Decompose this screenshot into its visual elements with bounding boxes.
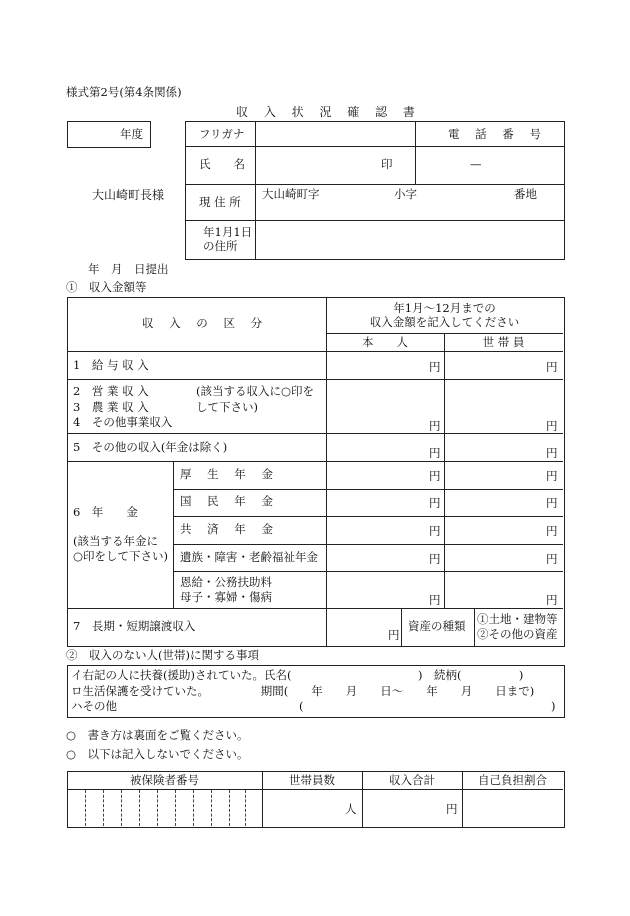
income-table	[67, 297, 565, 647]
row6-note-1: (該当する年金に	[73, 534, 158, 548]
row234-self-yen[interactable]: 円	[429, 419, 441, 433]
no-income-line3[interactable]: ハその他	[71, 699, 117, 713]
col-copay-ratio: 自己負担割合	[478, 773, 547, 787]
page-title: 収 入 状 況 確 認 書	[236, 105, 421, 119]
col-category: 収 入 の 区 分	[142, 316, 269, 330]
addressee: 大山崎町長様	[92, 188, 165, 202]
other-paren-close: )	[551, 699, 556, 713]
row6-label: 6 年 金	[73, 505, 138, 519]
note-instructions: ○ 書き方は裏面をご覧ください。	[66, 728, 249, 742]
phone-dash: —	[470, 157, 482, 171]
pension-2-self-yen[interactable]: 円	[429, 496, 441, 510]
note-do-not-fill: ○ 以下は記入しないでください。	[66, 747, 249, 761]
asset-option-other[interactable]: ②その他の資産	[477, 627, 558, 641]
row234-note-1: (該当する収入に○印を	[196, 384, 315, 398]
asset-option-land[interactable]: ①土地・建物等	[477, 612, 558, 626]
pension-1-label: 厚 生 年 金	[180, 467, 279, 481]
pension-3-label: 共 済 年 金	[180, 522, 279, 536]
pension-1-household-yen[interactable]: 円	[546, 469, 558, 483]
row4-label: 4 その他事業収入	[73, 415, 173, 429]
col-amount-1: 年1月～12月までの	[393, 301, 496, 315]
row7-label: 7 長期・短期譲渡収入	[73, 619, 196, 633]
section1-heading: ① 収入金額等	[66, 280, 147, 294]
col-self: 本 人	[362, 335, 408, 349]
col-household: 世 帯 員	[482, 335, 525, 349]
row1-self-yen[interactable]: 円	[429, 360, 441, 374]
row1-label: 1 給 与 収 入	[73, 358, 149, 372]
year-label: 年度	[120, 127, 143, 141]
row234-household-yen[interactable]: 円	[546, 419, 558, 433]
jan1-address-field[interactable]	[257, 222, 562, 256]
pension-5-household-yen[interactable]: 円	[546, 593, 558, 607]
no-income-line2[interactable]: ロ生活保護を受けていた。 期間( 年 月 日～ 年 月 日まで)	[71, 684, 535, 698]
furigana-label: フリガナ	[199, 127, 245, 141]
copay-ratio-field[interactable]	[463, 790, 562, 825]
jan1-address-label-2: の住所	[203, 239, 238, 253]
insured-number-field[interactable]	[68, 790, 261, 825]
pension-4-label: 遺族・障害・老齢福祉年金	[180, 550, 318, 564]
phone-label: 電 話 番 号	[448, 127, 547, 141]
phone-field[interactable]	[417, 148, 562, 182]
row5-household-yen[interactable]: 円	[546, 446, 558, 460]
members-unit[interactable]: 人	[345, 802, 357, 816]
pension-5b-label: 母子・寡婦・傷病	[180, 590, 272, 604]
col-amount-2: 収入金額を記入してください	[369, 315, 520, 329]
section2-heading: ② 収入のない人(世帯)に関する事項	[66, 648, 259, 662]
jan1-address-label-1: 年1月1日	[203, 225, 253, 239]
row6-note-2: ○印をして下さい)	[73, 549, 169, 563]
col-household-members: 世帯員数	[289, 773, 335, 787]
submit-date: 年 月 日提出	[88, 262, 169, 276]
row2-label: 2 営 業 収 入	[73, 384, 149, 398]
year-box[interactable]	[67, 121, 151, 148]
address-town: 大山崎町字	[262, 187, 320, 201]
row1-household-yen[interactable]: 円	[546, 360, 558, 374]
pension-3-self-yen[interactable]: 円	[429, 524, 441, 538]
pension-4-household-yen[interactable]: 円	[546, 552, 558, 566]
pension-2-household-yen[interactable]: 円	[546, 496, 558, 510]
pension-1-self-yen[interactable]: 円	[429, 469, 441, 483]
pension-2-label: 国 民 年 金	[180, 494, 279, 508]
pension-3-household-yen[interactable]: 円	[546, 524, 558, 538]
row7-self-yen[interactable]: 円	[388, 628, 400, 642]
total-unit[interactable]: 円	[446, 802, 458, 816]
furigana-field[interactable]	[257, 123, 413, 144]
row234-note-2: して下さい)	[196, 400, 258, 414]
seal-mark: 印	[381, 157, 393, 171]
row5-self-yen[interactable]: 円	[429, 446, 441, 460]
row5-label: 5 その他の収入(年金は除く)	[73, 440, 228, 454]
row3-label: 3 農 業 収 入	[73, 400, 149, 414]
pension-5a-label: 恩給・公務扶助料	[180, 575, 272, 589]
pension-5-self-yen[interactable]: 円	[429, 593, 441, 607]
asset-type-label: 資産の種類	[408, 619, 466, 633]
form-number: 様式第2号(第4条関係)	[66, 85, 182, 99]
name-label: 氏 名	[199, 157, 245, 171]
pension-4-self-yen[interactable]: 円	[429, 552, 441, 566]
address-banchi: 番地	[514, 187, 537, 201]
no-income-line1[interactable]: イ右記の人に扶養(援助)されていた。氏名( ) 続柄( )	[71, 668, 524, 682]
col-insured-number: 被保険者番号	[130, 773, 199, 787]
other-paren-open: (	[299, 699, 304, 713]
address-field[interactable]	[257, 204, 562, 218]
address-label: 現 住 所	[199, 195, 241, 209]
col-income-total: 収入合計	[389, 773, 435, 787]
address-koaza: 小字	[394, 187, 417, 201]
